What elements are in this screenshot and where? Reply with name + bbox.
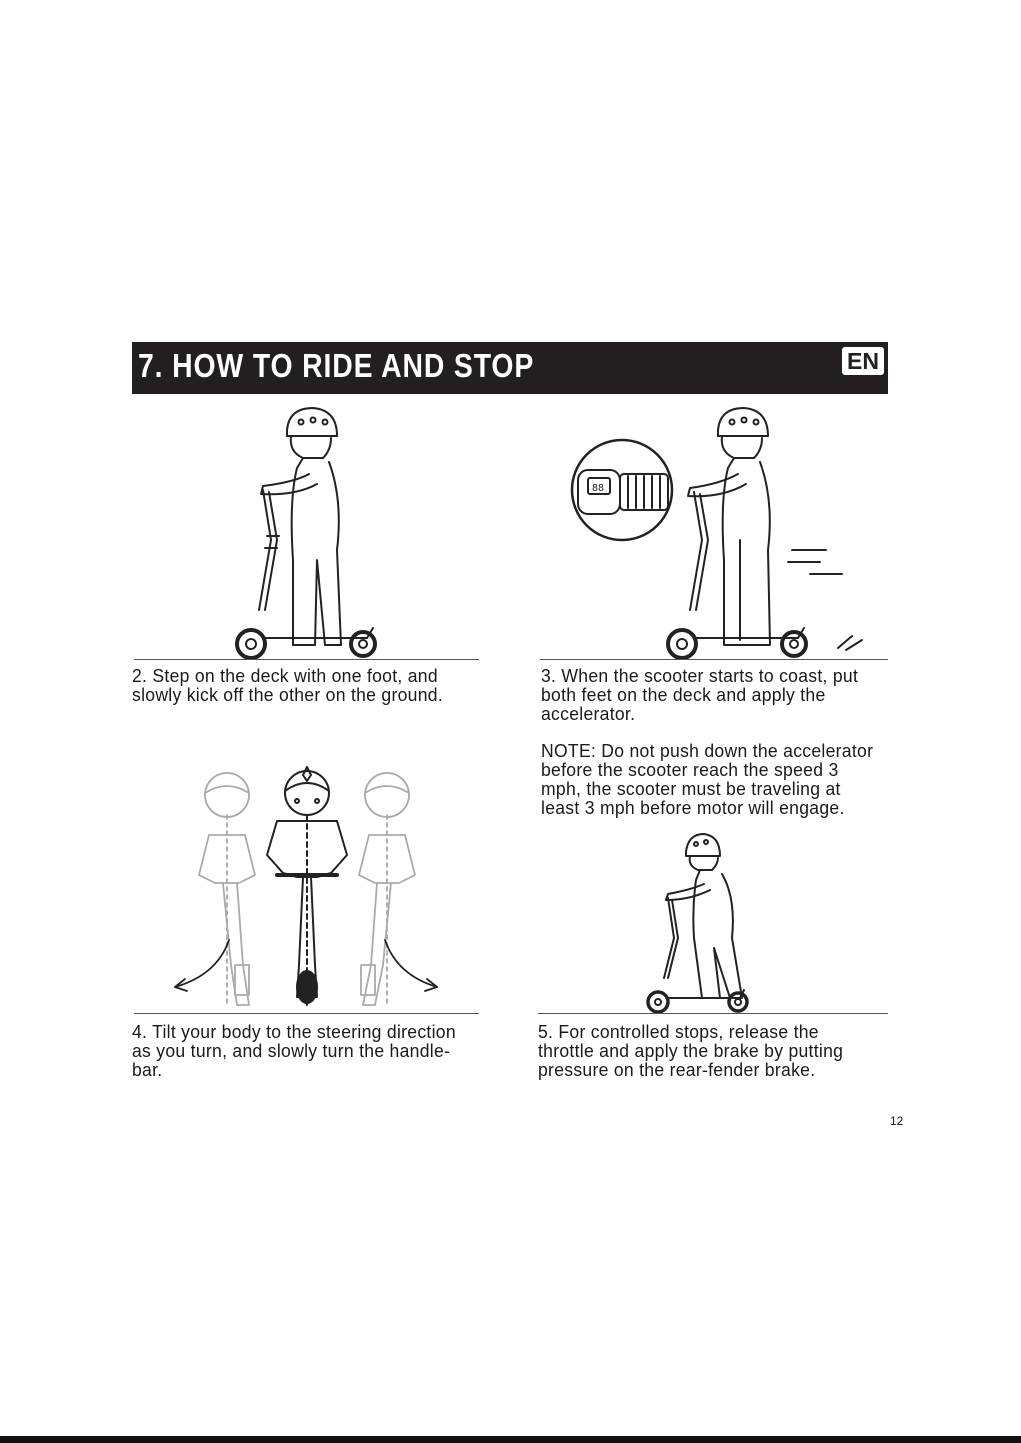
step-3-illustration <box>570 400 870 662</box>
step-2-illustration <box>225 400 395 662</box>
ground-line <box>134 1013 479 1014</box>
step-2-text: 2. Step on the deck with one foot, and slowly kick off the other on the ground. <box>132 665 444 705</box>
step-4-illustration <box>165 765 450 1015</box>
step-5-illustration <box>640 828 760 1014</box>
note-text: NOTE: Do not push down the accelerator before the scooter reach the speed 3 mph, the scooter must be traveling at least 3 mph before motor will engage. <box>541 740 874 818</box>
step-4-text: 4. Tilt your body to the steering direction as you turn, and slowly turn the handle- bar. <box>132 1021 456 1080</box>
ground-line <box>540 659 888 660</box>
ground-line <box>538 1013 888 1014</box>
step-3-text: 3. When the scooter starts to coast, put both feet on the deck and apply the accelerator. <box>541 665 859 724</box>
step-5-text: 5. For controlled stops, release the throttle and apply the brake by putting pressure on the rear-fender brake. <box>538 1021 844 1080</box>
svg-text:88: 88 <box>592 483 605 494</box>
section-title: 7. HOW TO RIDE AND STOP <box>138 347 535 384</box>
section-header-bar <box>132 342 888 394</box>
page-number: 12 <box>890 1114 904 1128</box>
page-bottom-rule <box>0 1436 1021 1443</box>
ground-line <box>134 659 479 660</box>
language-badge: EN <box>842 347 884 375</box>
